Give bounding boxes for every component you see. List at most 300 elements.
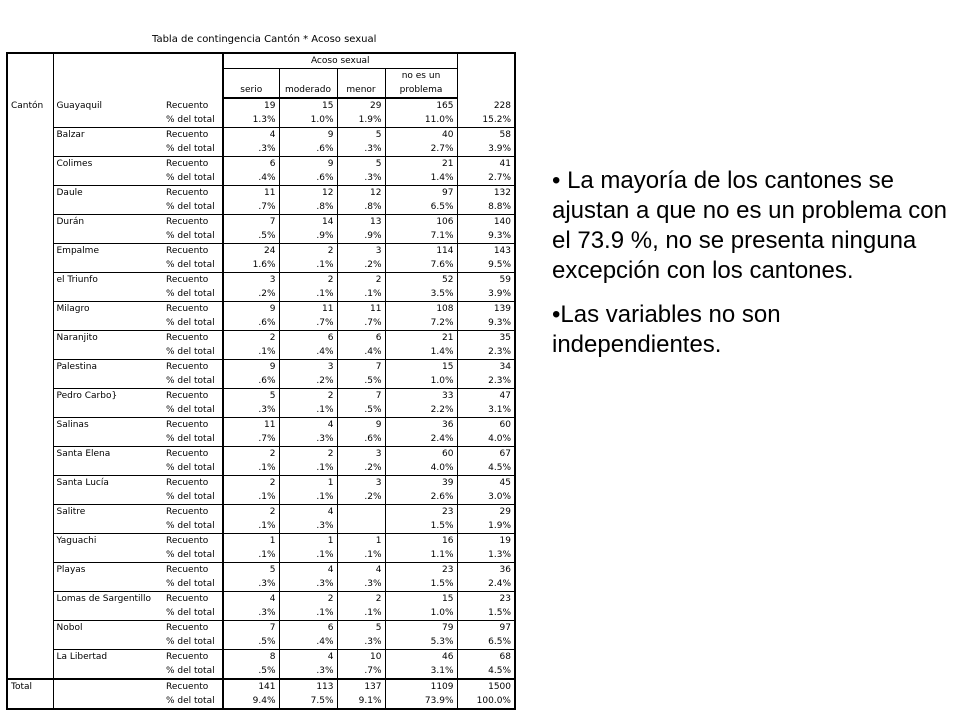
- percent-cell: .7%: [223, 432, 279, 447]
- percent-cell: 7.5%: [279, 694, 337, 709]
- stat-label: Recuento: [163, 215, 223, 230]
- percent-cell: .1%: [279, 606, 337, 621]
- percent-cell: .4%: [279, 635, 337, 650]
- canton-name: Pedro Carbo}: [53, 389, 163, 404]
- canton-name: Playas: [53, 563, 163, 578]
- canton-name: Nobol: [53, 621, 163, 636]
- percent-cell: .5%: [337, 403, 385, 418]
- stat-label: Recuento: [163, 650, 223, 665]
- col-header-problema: problema: [385, 83, 457, 98]
- count-cell: 1: [337, 534, 385, 549]
- blank-cell: [7, 577, 53, 592]
- count-cell: 45: [457, 476, 515, 491]
- stat-label: Recuento: [163, 679, 223, 694]
- blank-cell: [7, 621, 53, 636]
- blank-cell: [7, 490, 53, 505]
- blank-cell: [7, 157, 53, 172]
- stat-label: % del total: [163, 461, 223, 476]
- stat-label: % del total: [163, 229, 223, 244]
- percent-cell: 1.5%: [488, 608, 511, 618]
- stat-label: Recuento: [163, 534, 223, 549]
- count-cell: 9: [223, 360, 279, 375]
- blank-cell: [7, 229, 53, 244]
- percent-cell: .4%: [223, 171, 279, 186]
- percent-cell: 9.3%: [488, 231, 511, 241]
- blank-cell: [53, 490, 163, 505]
- blank-cell: [53, 287, 163, 302]
- stat-label: Recuento: [163, 360, 223, 375]
- count-cell: 24: [223, 244, 279, 259]
- percent-cell: .1%: [337, 548, 385, 563]
- percent-cell: .3%: [223, 142, 279, 157]
- stat-label: Recuento: [163, 592, 223, 607]
- count-cell: 7: [223, 215, 279, 230]
- col-header: menor: [337, 83, 385, 98]
- percent-cell: 100.0%: [476, 696, 511, 706]
- percent-cell: .2%: [279, 374, 337, 389]
- percent-cell: 15.2%: [482, 115, 511, 125]
- count-cell: 2: [279, 389, 337, 404]
- blank-cell: [53, 374, 163, 389]
- count-cell: 5: [337, 157, 385, 172]
- count-cell: 1: [223, 534, 279, 549]
- blank-cell: [7, 606, 53, 621]
- count-cell: 1: [279, 534, 337, 549]
- count-cell: 165: [385, 98, 457, 113]
- canton-name: Palestina: [53, 360, 163, 375]
- blank-cell: [53, 664, 163, 679]
- blank-cell: [53, 229, 163, 244]
- percent-cell: .1%: [223, 345, 279, 360]
- count-cell: 114: [385, 244, 457, 259]
- count-cell: 47: [457, 389, 515, 404]
- stat-label: % del total: [163, 200, 223, 215]
- count-cell: 139: [457, 302, 515, 317]
- count-cell: 97: [457, 621, 515, 636]
- count-cell: 6: [279, 621, 337, 636]
- count-cell: 10: [337, 650, 385, 665]
- canton-name: Guayaquil: [56, 100, 102, 111]
- percent-cell: .2%: [223, 287, 279, 302]
- count-cell: 4: [279, 418, 337, 433]
- col-header: serio: [223, 83, 279, 98]
- percent-cell: 2.3%: [488, 347, 511, 357]
- percent-cell: .3%: [337, 142, 385, 157]
- count-cell: 143: [457, 244, 515, 259]
- blank-cell: [7, 592, 53, 607]
- count-cell: 19: [223, 98, 279, 113]
- blank-cell: [7, 302, 53, 317]
- percent-cell: .2%: [337, 461, 385, 476]
- count-cell: 2: [223, 331, 279, 346]
- canton-name: Empalme: [53, 244, 163, 259]
- count-cell: 29: [337, 98, 385, 113]
- percent-cell: .8%: [337, 200, 385, 215]
- percent-cell: 1.3%: [223, 113, 279, 128]
- blank-cell: [53, 200, 163, 215]
- percent-cell: 2.6%: [385, 490, 457, 505]
- percent-cell: .3%: [337, 577, 385, 592]
- count-cell: 106: [385, 215, 457, 230]
- percent-cell: .8%: [279, 200, 337, 215]
- count-cell: 39: [385, 476, 457, 491]
- count-cell: 4: [279, 505, 337, 520]
- count-cell: 6: [279, 331, 337, 346]
- percent-cell: 3.1%: [385, 664, 457, 679]
- blank-cell: [7, 447, 53, 462]
- count-cell: 21: [385, 331, 457, 346]
- percent-cell: .5%: [223, 664, 279, 679]
- count-cell: 113: [279, 679, 337, 694]
- percent-cell: 1.4%: [385, 345, 457, 360]
- blank-cell: [7, 113, 53, 128]
- blank-cell: [7, 563, 53, 578]
- count-cell: 59: [457, 273, 515, 288]
- percent-cell: .4%: [279, 345, 337, 360]
- percent-cell: 2.4%: [488, 579, 511, 589]
- bullet-item: •Las variables no son independientes.: [552, 301, 781, 358]
- col-header-no-es-un: no es un: [385, 69, 457, 84]
- count-cell: 23: [385, 563, 457, 578]
- canton-name: Daule: [53, 186, 163, 201]
- count-cell: 8: [223, 650, 279, 665]
- percent-cell: .5%: [337, 374, 385, 389]
- blank-cell: [53, 606, 163, 621]
- count-cell: 21: [385, 157, 457, 172]
- percent-cell: 73.9%: [385, 694, 457, 709]
- percent-cell: 8.8%: [488, 202, 511, 212]
- blank-cell: [7, 374, 53, 389]
- count-cell: 3: [337, 244, 385, 259]
- percent-cell: 7.1%: [385, 229, 457, 244]
- percent-cell: 3.9%: [488, 289, 511, 299]
- bullet-item: • La mayoría de los cantones se ajustan a que no es un problema con el 73.9 %, no se presenta ninguna excepción con los cantones.: [552, 167, 947, 284]
- count-cell: 2: [279, 592, 337, 607]
- table-title: Tabla de contingencia Cantón * Acoso sexual: [152, 34, 377, 45]
- count-cell: 2: [279, 273, 337, 288]
- stat-label: % del total: [163, 316, 223, 331]
- blank-cell: [7, 403, 53, 418]
- percent-cell: 7.6%: [385, 258, 457, 273]
- blank-cell: [7, 389, 53, 404]
- canton-name: el Triunfo: [53, 273, 163, 288]
- count-cell: 7: [337, 389, 385, 404]
- percent-cell: 3.9%: [488, 144, 511, 154]
- count-cell: 60: [385, 447, 457, 462]
- blank-cell: [7, 635, 53, 650]
- blank-cell: [7, 215, 53, 230]
- stat-label: % del total: [163, 113, 223, 128]
- count-cell: 11: [223, 186, 279, 201]
- count-cell: 4: [279, 563, 337, 578]
- percent-cell: 2.3%: [488, 376, 511, 386]
- count-cell: 2: [337, 273, 385, 288]
- count-cell: 5: [223, 563, 279, 578]
- percent-cell: .6%: [223, 316, 279, 331]
- stat-label: Recuento: [163, 621, 223, 636]
- percent-cell: 9.1%: [337, 694, 385, 709]
- table-body: [7, 98, 515, 709]
- percent-cell: 1.0%: [279, 113, 337, 128]
- percent-cell: 4.0%: [488, 434, 511, 444]
- stat-label: Recuento: [163, 563, 223, 578]
- percent-cell: .3%: [279, 664, 337, 679]
- stat-label: Recuento: [163, 98, 223, 113]
- percent-cell: .1%: [223, 519, 279, 534]
- canton-name: Santa Elena: [53, 447, 163, 462]
- percent-cell: .1%: [223, 490, 279, 505]
- stat-label: % del total: [163, 403, 223, 418]
- stat-label: % del total: [163, 287, 223, 302]
- count-cell: 29: [457, 505, 515, 520]
- count-cell: 2: [279, 447, 337, 462]
- percent-cell: 1.5%: [385, 577, 457, 592]
- stat-label: Recuento: [163, 186, 223, 201]
- percent-cell: .3%: [223, 606, 279, 621]
- percent-cell: 1.0%: [385, 374, 457, 389]
- count-cell: 228: [493, 100, 511, 111]
- percent-cell: .1%: [279, 490, 337, 505]
- count-cell: 3: [337, 476, 385, 491]
- count-cell: 2: [279, 244, 337, 259]
- percent-cell: .7%: [223, 200, 279, 215]
- stat-label: Recuento: [163, 447, 223, 462]
- blank-cell: [53, 345, 163, 360]
- stat-label: Recuento: [163, 244, 223, 259]
- blank-cell: [7, 258, 53, 273]
- stat-label: % del total: [163, 635, 223, 650]
- percent-cell: 11.0%: [385, 113, 457, 128]
- canton-name: Colimes: [53, 157, 163, 172]
- percent-cell: 6.5%: [488, 637, 511, 647]
- count-cell: 58: [457, 128, 515, 143]
- count-cell: 4: [279, 650, 337, 665]
- count-cell: 52: [385, 273, 457, 288]
- canton-name: Santa Lucía: [53, 476, 163, 491]
- blank-cell: [7, 664, 53, 679]
- count-cell: 4: [337, 563, 385, 578]
- canton-name: Salitre: [53, 505, 163, 520]
- percent-cell: .6%: [279, 171, 337, 186]
- percent-cell: .1%: [337, 606, 385, 621]
- canton-name: Milagro: [53, 302, 163, 317]
- count-cell: 67: [457, 447, 515, 462]
- percent-cell: 1.4%: [385, 171, 457, 186]
- percent-cell: 2.2%: [385, 403, 457, 418]
- canton-name: Yaguachi: [53, 534, 163, 549]
- blank-cell: [7, 418, 53, 433]
- count-cell: 3: [337, 447, 385, 462]
- count-cell: 41: [457, 157, 515, 172]
- percent-cell: 3.5%: [385, 287, 457, 302]
- blank-cell: [53, 635, 163, 650]
- percent-cell: 1.1%: [385, 548, 457, 563]
- stat-label: Recuento: [163, 476, 223, 491]
- blank-cell: [7, 186, 53, 201]
- count-cell: 108: [385, 302, 457, 317]
- count-cell: 11: [337, 302, 385, 317]
- percent-cell: .7%: [337, 664, 385, 679]
- count-cell: 11: [279, 302, 337, 317]
- stat-label: Recuento: [163, 418, 223, 433]
- count-cell: 9: [279, 157, 337, 172]
- count-cell: 4: [223, 592, 279, 607]
- percent-cell: .9%: [337, 229, 385, 244]
- count-cell: 9: [279, 128, 337, 143]
- count-cell: 36: [457, 563, 515, 578]
- count-cell: 9: [337, 418, 385, 433]
- percent-cell: .3%: [223, 403, 279, 418]
- blank-cell: [53, 577, 163, 592]
- percent-cell: .1%: [279, 258, 337, 273]
- percent-cell: 1.3%: [488, 550, 511, 560]
- count-cell: 13: [337, 215, 385, 230]
- blank-cell: [7, 345, 53, 360]
- count-cell: 3: [279, 360, 337, 375]
- count-cell: 6: [337, 331, 385, 346]
- count-cell: 12: [279, 186, 337, 201]
- blank-cell: [7, 694, 53, 709]
- stat-label: Recuento: [163, 128, 223, 143]
- count-cell: 6: [223, 157, 279, 172]
- count-cell: 3: [223, 273, 279, 288]
- canton-name: Balzar: [53, 128, 163, 143]
- count-cell: 1500: [457, 679, 515, 694]
- count-cell: 14: [279, 215, 337, 230]
- stat-label: % del total: [163, 258, 223, 273]
- blank-cell: [7, 650, 53, 665]
- bullet-list: [552, 166, 952, 374]
- count-cell: 132: [457, 186, 515, 201]
- percent-cell: .1%: [279, 403, 337, 418]
- count-cell: 2: [223, 476, 279, 491]
- percent-cell: .1%: [279, 548, 337, 563]
- stat-label: % del total: [163, 664, 223, 679]
- blank-cell: [53, 316, 163, 331]
- percent-cell: .5%: [223, 635, 279, 650]
- blank-cell: [7, 287, 53, 302]
- blank-cell: [53, 694, 163, 709]
- percent-cell: .1%: [223, 461, 279, 476]
- percent-cell: .1%: [279, 461, 337, 476]
- count-cell: 2: [223, 447, 279, 462]
- canton-name: Durán: [53, 215, 163, 230]
- blank-cell: [7, 128, 53, 143]
- count-cell: 2: [337, 592, 385, 607]
- count-cell: 5: [223, 389, 279, 404]
- percent-cell: .3%: [279, 432, 337, 447]
- count-cell: 33: [385, 389, 457, 404]
- percent-cell: 2.7%: [488, 173, 511, 183]
- col-header: moderado: [279, 83, 337, 98]
- blank-cell: [7, 244, 53, 259]
- stat-label: % del total: [163, 606, 223, 621]
- count-cell: 15: [279, 98, 337, 113]
- percent-cell: .3%: [337, 635, 385, 650]
- percent-cell: 6.5%: [385, 200, 457, 215]
- blank-cell: [53, 113, 163, 128]
- percent-cell: 7.2%: [385, 316, 457, 331]
- col-var-label: Acoso sexual: [223, 53, 457, 69]
- count-cell: 4: [223, 128, 279, 143]
- percent-cell: .3%: [337, 171, 385, 186]
- percent-cell: 4.0%: [385, 461, 457, 476]
- blank-cell: [7, 200, 53, 215]
- blank-cell: [7, 476, 53, 491]
- stat-label: % del total: [163, 577, 223, 592]
- blank-cell: [53, 171, 163, 186]
- count-cell: 5: [337, 621, 385, 636]
- count-cell: 19: [457, 534, 515, 549]
- stat-label: % del total: [163, 374, 223, 389]
- count-cell: 60: [457, 418, 515, 433]
- percent-cell: .5%: [223, 229, 279, 244]
- count-cell: 7: [223, 621, 279, 636]
- percent-cell: 2.7%: [385, 142, 457, 157]
- count-cell: 34: [457, 360, 515, 375]
- percent-cell: 1.9%: [337, 113, 385, 128]
- percent-cell: .6%: [337, 432, 385, 447]
- percent-cell: 9.3%: [488, 318, 511, 328]
- stat-label: Recuento: [163, 273, 223, 288]
- canton-name: La Libertad: [53, 650, 163, 665]
- count-cell: 1: [279, 476, 337, 491]
- count-cell: 16: [385, 534, 457, 549]
- percent-cell: 4.5%: [488, 666, 511, 676]
- blank-cell: [7, 432, 53, 447]
- percent-cell: 1.9%: [488, 521, 511, 531]
- count-cell: 15: [385, 360, 457, 375]
- stat-label: Recuento: [163, 302, 223, 317]
- percent-cell: [337, 519, 385, 534]
- percent-cell: 2.4%: [385, 432, 457, 447]
- count-cell: 97: [385, 186, 457, 201]
- percent-cell: .6%: [279, 142, 337, 157]
- stat-label: % del total: [163, 490, 223, 505]
- count-cell: 23: [385, 505, 457, 520]
- blank-cell: [53, 548, 163, 563]
- canton-name: Naranjito: [53, 331, 163, 346]
- blank-cell: [7, 273, 53, 288]
- row-var-label: Cantón: [7, 98, 53, 113]
- percent-cell: 3.1%: [488, 405, 511, 415]
- count-cell: 11: [223, 418, 279, 433]
- count-cell: 2: [223, 505, 279, 520]
- count-cell: 9: [223, 302, 279, 317]
- blank-cell: [7, 548, 53, 563]
- stat-label: % del total: [163, 548, 223, 563]
- blank-cell: [53, 679, 163, 694]
- percent-cell: .1%: [223, 548, 279, 563]
- stat-label: % del total: [163, 345, 223, 360]
- percent-cell: 1.0%: [385, 606, 457, 621]
- percent-cell: .3%: [223, 577, 279, 592]
- blank-cell: [53, 461, 163, 476]
- percent-cell: 1.5%: [385, 519, 457, 534]
- count-cell: 7: [337, 360, 385, 375]
- count-cell: 35: [457, 331, 515, 346]
- stat-label: Recuento: [163, 157, 223, 172]
- count-cell: 12: [337, 186, 385, 201]
- stat-label: Recuento: [163, 331, 223, 346]
- percent-cell: .3%: [279, 519, 337, 534]
- blank-cell: [53, 432, 163, 447]
- canton-name: Salinas: [53, 418, 163, 433]
- count-cell: 1109: [385, 679, 457, 694]
- percent-cell: .3%: [279, 577, 337, 592]
- percent-cell: 3.0%: [488, 492, 511, 502]
- stat-label: % del total: [163, 519, 223, 534]
